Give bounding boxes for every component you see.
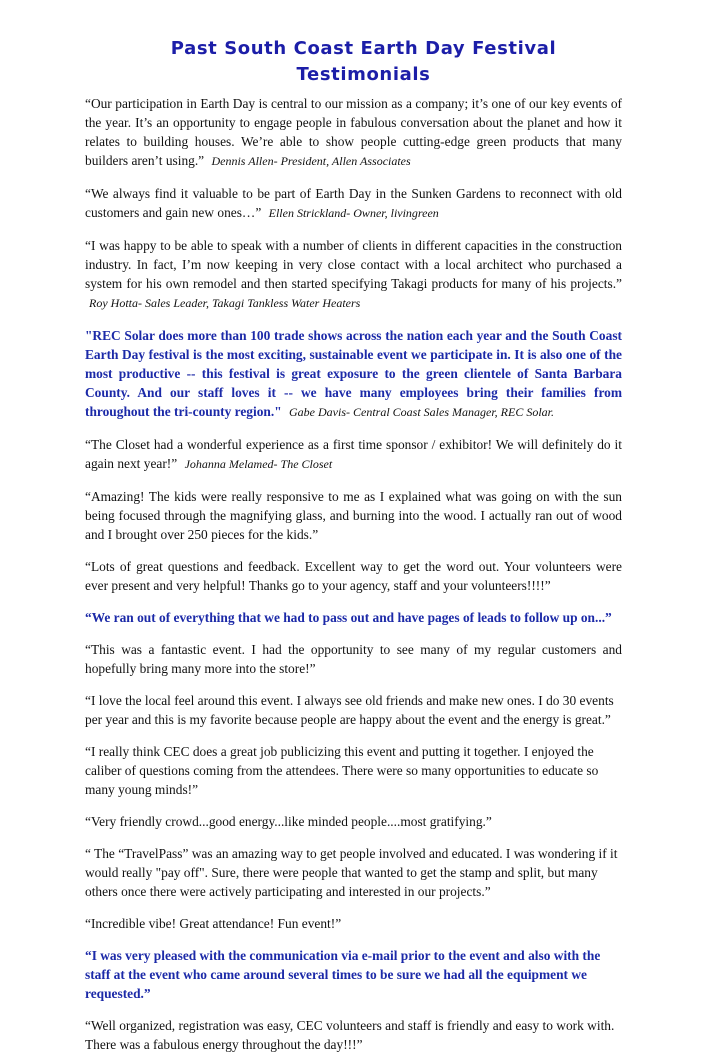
testimonial-attribution: Roy Hotta- Sales Leader, Takagi Tankless Water Heaters xyxy=(89,296,361,310)
testimonial-10 xyxy=(85,691,622,729)
testimonial-8 xyxy=(85,608,622,627)
testimonial-quote: “I was very pleased with the communication via e-mail prior to the event and also with the staff at the event who came around several times to be sure we had all the equipment we requested.” xyxy=(85,948,601,1001)
testimonial-quote: “We always find it valuable to be part of Earth Day in the Sunken Gardens to reconnect with old customers and gain new ones…” xyxy=(85,186,622,220)
testimonial-quote: "REC Solar does more than 100 trade shows across the nation each year and the South Coast Earth Day festival is the most exciting, sustainable event we participate in. It is also one of the most productive -- this festival is great exposure to the green clientele of Santa Barbara County. And our staff loves it -- we have many employees bring their families from throughout the tri-county region." xyxy=(85,328,622,419)
testimonial-6 xyxy=(85,487,622,544)
testimonial-attribution: Ellen Strickland- Owner, livingreen xyxy=(268,206,439,220)
testimonial-attribution: Gabe Davis- Central Coast Sales Manager, REC Solar. xyxy=(289,405,555,419)
testimonial-14 xyxy=(85,914,622,933)
testimonial-13 xyxy=(85,844,622,901)
testimonial-15 xyxy=(85,946,622,1003)
testimonial-quote: “I really think CEC does a great job publicizing this event and putting it together. I enjoyed the caliber of questions coming from the attendees. There were so many opportunities to educate so many young minds!” xyxy=(85,744,599,797)
testimonial-quote: “Very friendly crowd...good energy...like minded people....most gratifying.” xyxy=(85,814,492,829)
testimonial-11 xyxy=(85,742,622,799)
testimonial-quote: “I love the local feel around this event. I always see old friends and make new ones. I do 30 events per year and this is my favorite because people are happy about the event and the energy is great.” xyxy=(85,693,614,727)
testimonial-3 xyxy=(85,236,622,313)
testimonial-2 xyxy=(85,184,622,223)
testimonial-4 xyxy=(85,326,622,422)
testimonial-7 xyxy=(85,557,622,595)
testimonial-16 xyxy=(85,1016,622,1054)
testimonial-quote: “Lots of great questions and feedback. Excellent way to get the word out. Your volunteers were ever present and very helpful! Thanks go to your agency, staff and your volunteers!!!!” xyxy=(85,559,622,593)
testimonial-1 xyxy=(85,94,622,171)
testimonial-quote: “ The “TravelPass” was an amazing way to get people involved and educated. I was wondering if it would really "pay off". Sure, there were people that wanted to get the stamp and split, but many others once there were actively participating and interested in our projects.” xyxy=(85,846,618,899)
testimonial-quote: “Well organized, registration was easy, CEC volunteers and staff is friendly and easy to work with. There was a fabulous energy throughout the day!!!” xyxy=(85,1018,615,1052)
testimonial-attribution: Dennis Allen- President, Allen Associates xyxy=(211,154,411,168)
testimonial-quote: “This was a fantastic event. I had the opportunity to see many of my regular customers and hopefully bring many more into the store!” xyxy=(85,642,622,676)
testimonial-quote: “We ran out of everything that we had to pass out and have pages of leads to follow up on...” xyxy=(85,610,612,625)
page-title: Past South Coast Earth Day Festival Testimonials xyxy=(170,38,557,85)
testimonial-quote: “Amazing! The kids were really responsive to me as I explained what was going on with the sun being focused through the magnifying glass, and burning into the wood. I actually ran out of wood and I brought over 250 pieces for the kids.” xyxy=(85,489,622,542)
testimonial-quote: “Incredible vibe! Great attendance! Fun event!” xyxy=(85,916,342,931)
testimonial-attribution: Johanna Melamed- The Closet xyxy=(184,457,333,471)
testimonial-quote: “The Closet had a wonderful experience as a first time sponsor / exhibitor! We will definitely do it again next year!” xyxy=(85,437,622,471)
testimonial-9 xyxy=(85,640,622,678)
testimonial-quote: “Our participation in Earth Day is central to our mission as a company; it’s one of our key events of the year. It’s an opportunity to engage people in fabulous conversation about the planet and how it relates to building houses. We’re able to show people cutting-edge green products that many builders aren’t using.” xyxy=(85,96,622,168)
testimonial-5 xyxy=(85,435,622,474)
testimonial-quote: “I was happy to be able to speak with a number of clients in different capacities in the construction industry. In fact, I’m now keeping in very close contact with a local architect who purchased a system for his own remodel and then started specifying Takagi products for many of his projects.” xyxy=(85,238,622,291)
testimonial-12 xyxy=(85,812,622,831)
